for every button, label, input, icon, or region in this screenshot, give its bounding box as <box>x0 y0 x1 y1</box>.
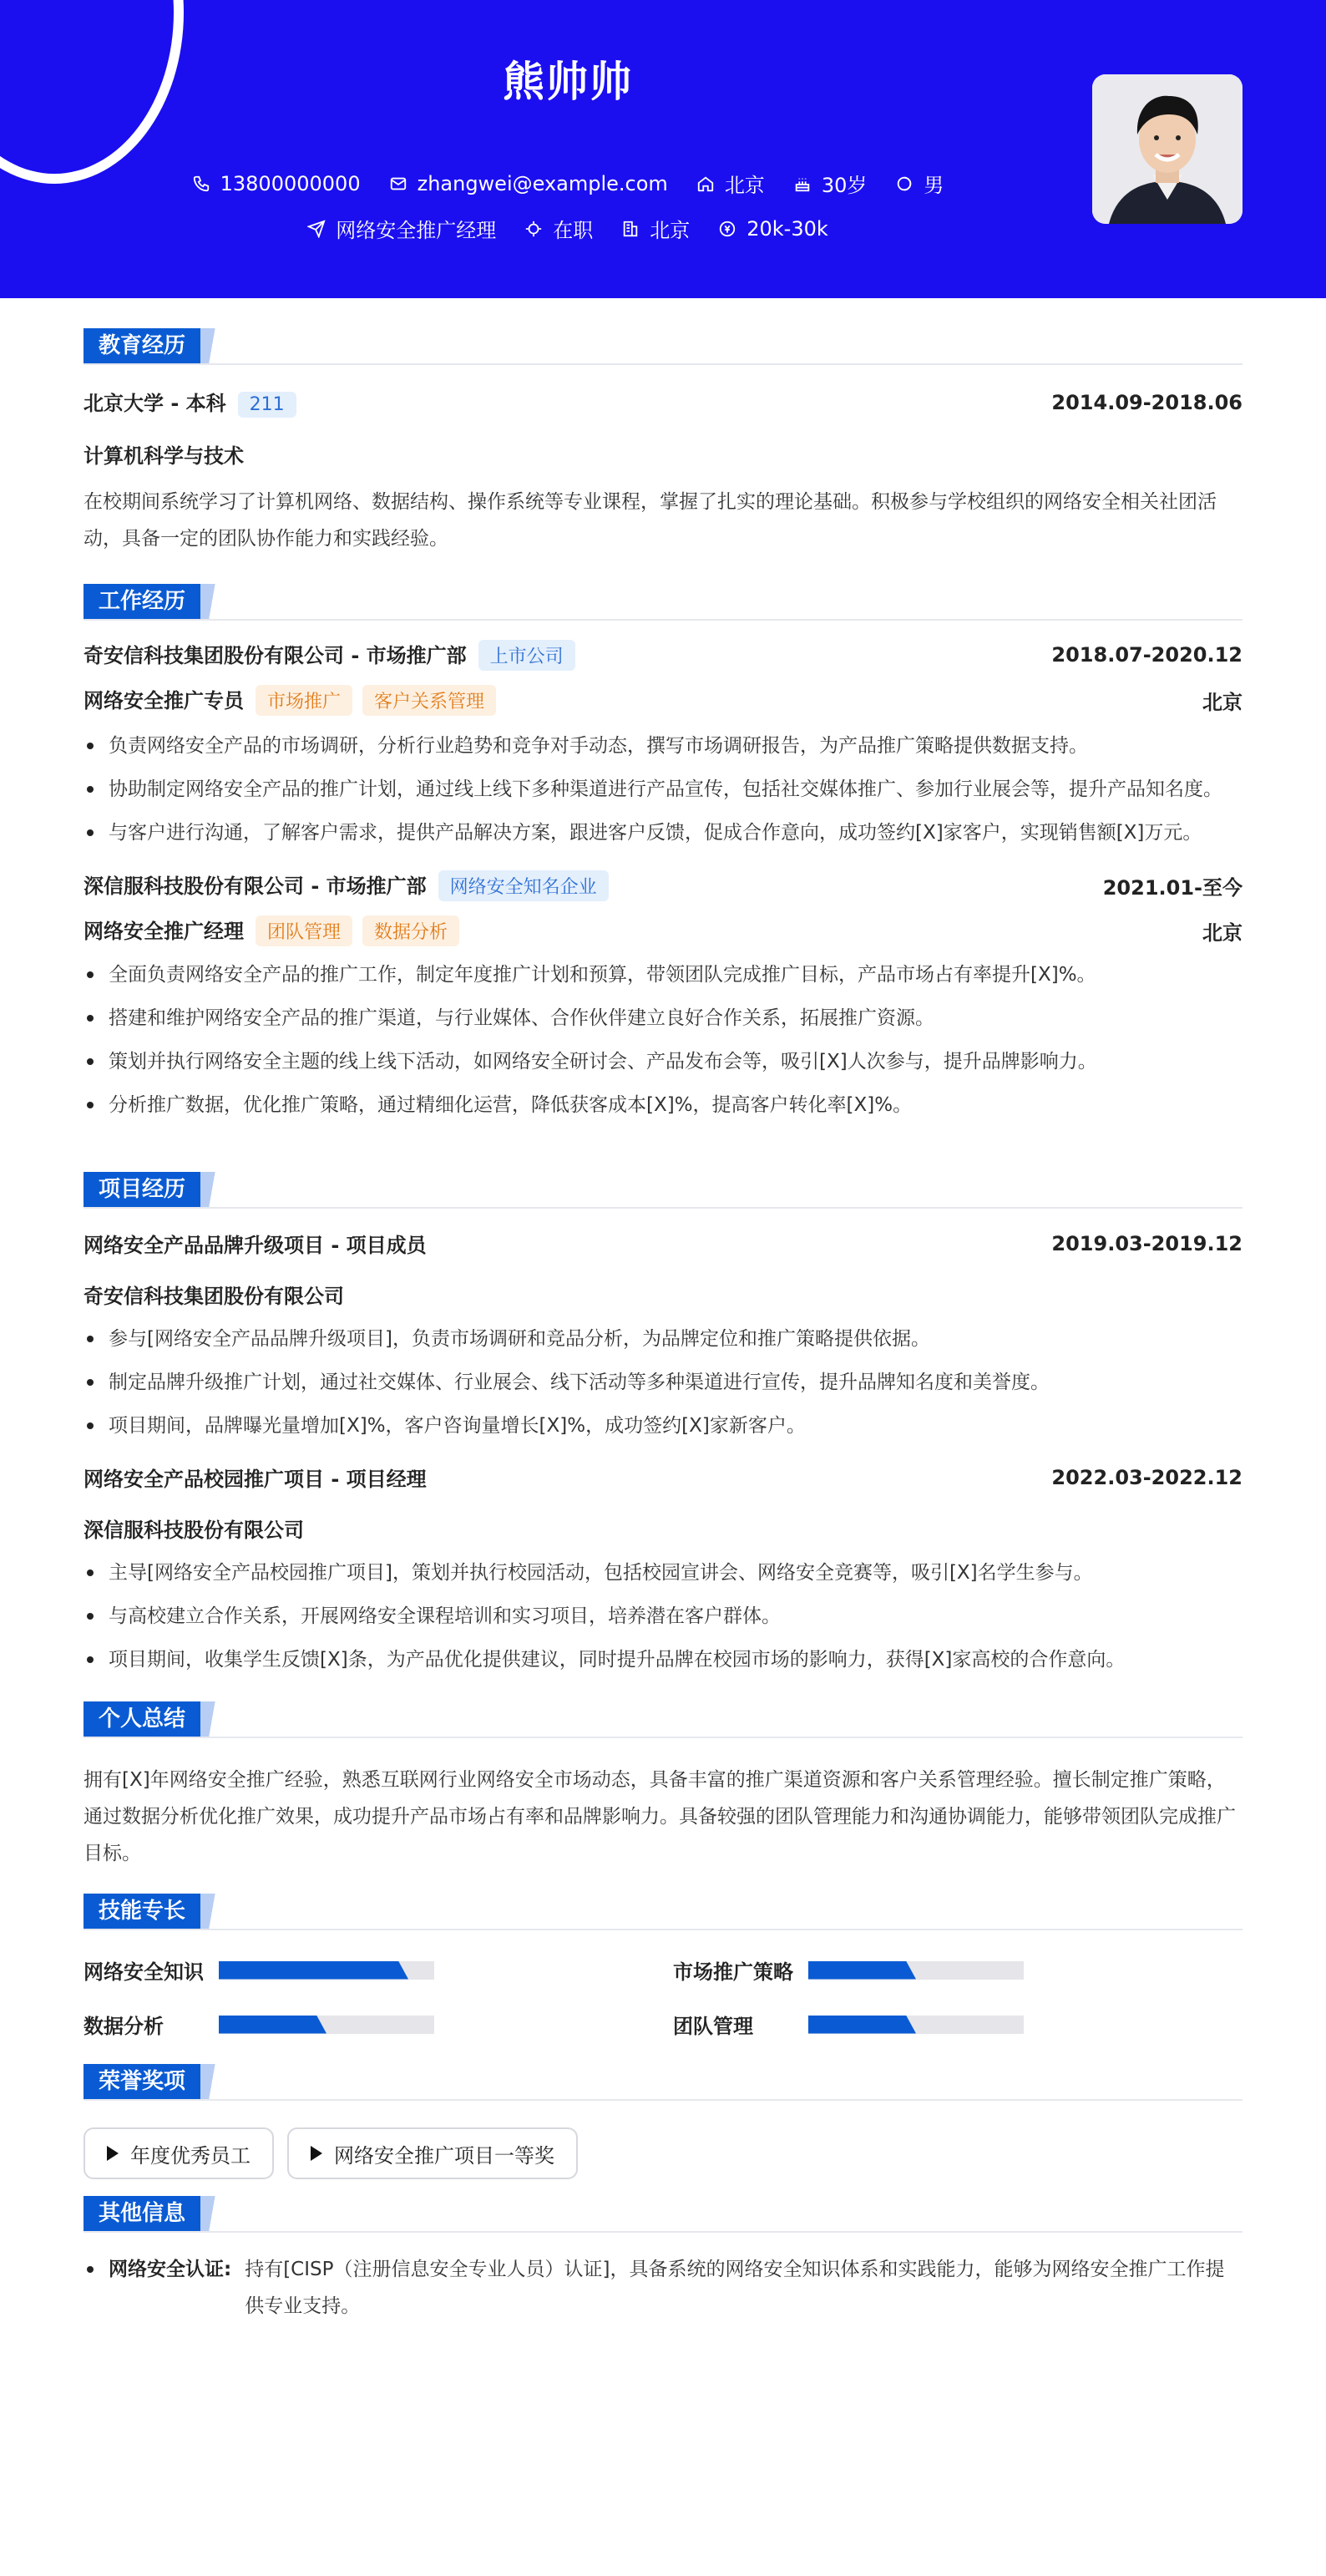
work-item-1 <box>84 639 1242 851</box>
projects-title: 项目经历 <box>84 1172 200 1207</box>
project-item-1 <box>84 1229 1242 1444</box>
project-item-1-period: 2019.03-2019.12 <box>1051 1231 1242 1255</box>
project-item-1-company: 奇安信科技集团股份有限公司 <box>84 1285 344 1308</box>
skill-bar-fill <box>219 1961 408 1980</box>
list-item: 制定品牌升级推广计划，通过社交媒体、行业展会、线下活动等多种渠道进行宣传，提升品牌知名度和美誉度。 <box>84 1364 1242 1401</box>
project-item-1-header <box>84 1229 1242 1258</box>
other-value: 持有[CISP（注册信息安全专业人员）认证]，具备系统的网络安全知识体系和实践能力，能够为网络安全推广工作提供专业支持。 <box>245 2259 1225 2317</box>
other-item <box>84 2251 1242 2325</box>
candidate-name: 熊帅帅 <box>503 58 633 106</box>
work-item-2-tag-2: 数据分析 <box>362 915 459 946</box>
gender-item <box>895 169 944 198</box>
contact-row <box>0 169 1136 198</box>
education-desc: 在校期间系统学习了计算机网络、数据结构、操作系统等专业课程，掌握了扎实的理论基础。积极参与学校组织的网络安全相关社团活动，具备一定的团队协作能力和实践经验。 <box>84 491 1217 550</box>
send-icon <box>307 220 326 238</box>
email-item <box>389 172 668 195</box>
status-item <box>524 214 593 243</box>
project-item-2-bullets <box>84 1554 1242 1678</box>
award-item <box>84 2127 274 2179</box>
work-item-2-role-wrap <box>84 915 459 946</box>
work-item-1-header <box>84 639 1242 671</box>
skill-item <box>84 1955 673 1985</box>
skills-section <box>84 1872 1242 2039</box>
skill-label: 市场推广策略 <box>673 1960 793 1984</box>
work-item-1-period: 2018.07-2020.12 <box>1051 643 1242 667</box>
project-item-2-header <box>84 1463 1242 1492</box>
project-item-2-name: 网络安全产品校园推广项目 - 项目经理 <box>84 1468 427 1491</box>
money-icon <box>718 220 736 238</box>
salary-text: 20k-30k <box>747 216 828 241</box>
resume-content <box>84 298 1242 2325</box>
work-item-2-role: 网络安全推广经理 <box>84 920 244 943</box>
work-section <box>84 557 1242 1123</box>
project-item-2 <box>84 1463 1242 1678</box>
education-school: 北京大学 - 本科 <box>84 392 226 415</box>
skill-bar <box>808 1961 1024 1980</box>
home-icon <box>696 175 715 193</box>
honors-list <box>84 2127 1242 2179</box>
project-item-1-name: 网络安全产品品牌升级项目 - 项目成员 <box>84 1234 427 1257</box>
education-heading <box>84 298 1242 365</box>
phone-text: 13800000000 <box>220 171 361 195</box>
avatar <box>1092 74 1242 224</box>
project-item-1-bullets <box>84 1321 1242 1444</box>
summary-section <box>84 1685 1242 1872</box>
summary-heading <box>84 1685 1242 1738</box>
work-item-2-company-tag: 网络安全知名企业 <box>438 870 609 901</box>
list-item: 与高校建立合作关系，开展网络安全课程培训和实习项目，培养潜在客户群体。 <box>84 1598 1242 1635</box>
summary-text: 拥有[X]年网络安全推广经验，熟悉互联网行业网络安全市场动态，具备丰富的推广渠道资源和客户关系管理经验。擅长制定推广策略，通过数据分析优化推广效果，成功提升产品市场占有率和品牌影响力。具备较强的团队管理能力和沟通协调能力，能够带领团队完成推广目标。 <box>84 1769 1236 1864</box>
education-school-wrap <box>84 387 296 418</box>
work-item-2-location: 北京 <box>1202 920 1242 945</box>
play-icon <box>107 2146 119 2161</box>
work-item-1-company: 奇安信科技集团股份有限公司 - 市场推广部 <box>84 644 467 667</box>
skill-item <box>84 2010 673 2039</box>
education-major: 计算机科学与技术 <box>84 444 244 468</box>
list-item: 策划并执行网络安全主题的线上线下活动，如网络安全研讨会、产品发布会等，吸引[X]人次参与，提升品牌影响力。 <box>84 1043 1242 1080</box>
award-label: 网络安全推广项目一等奖 <box>334 2143 554 2168</box>
skill-bar-fill <box>219 2016 326 2034</box>
skill-bar <box>219 1961 434 1980</box>
work-item-1-company-wrap <box>84 639 575 671</box>
skills-heading <box>84 1872 1242 1930</box>
other-section <box>84 2179 1242 2325</box>
target-city-item <box>621 214 690 243</box>
award-item <box>287 2127 578 2179</box>
mail-icon <box>389 175 407 193</box>
work-item-1-tag-1: 市场推广 <box>256 685 352 716</box>
education-section <box>84 298 1242 557</box>
project-item-2-company: 深信服科技股份有限公司 <box>84 1519 304 1542</box>
education-title: 教育经历 <box>84 328 200 363</box>
play-icon <box>311 2146 322 2161</box>
city-text: 北京 <box>724 174 765 197</box>
summary-title: 个人总结 <box>84 1701 200 1737</box>
project-item-2-period: 2022.03-2022.12 <box>1051 1465 1242 1489</box>
resume-header <box>0 0 1326 298</box>
list-item: 全面负责网络安全产品的推广工作，制定年度推广计划和预算，带领团队完成推广目标，产品市场占有率提升[X]%。 <box>84 956 1242 993</box>
position-item <box>307 214 496 243</box>
list-item: 参与[网络安全产品品牌升级项目]，负责市场调研和竞品分析，为品牌定位和推广策略提供依据。 <box>84 1321 1242 1357</box>
work-item-1-role-wrap <box>84 684 496 716</box>
list-item: 与客户进行沟通，了解客户需求，提供产品解决方案，跟进客户反馈，促成合作意向，成功签约[X]家客户，实现销售额[X]万元。 <box>84 814 1242 851</box>
work-item-1-location: 北京 <box>1202 690 1242 714</box>
education-tag: 211 <box>238 392 296 418</box>
award-label: 年度优秀员工 <box>130 2143 251 2168</box>
gender-icon <box>895 175 914 193</box>
work-item-2-header <box>84 870 1242 901</box>
list-item: 负责网络安全产品的市场调研，分析行业趋势和竞争对手动态，撰写市场调研报告，为产品推广策略提供数据支持。 <box>84 728 1242 764</box>
status-text: 在职 <box>553 219 594 242</box>
job-intent-row <box>0 214 1136 243</box>
work-item-1-bullets <box>84 728 1242 851</box>
work-heading <box>84 557 1242 621</box>
work-item-2-period: 2021.01-至今 <box>1102 875 1242 900</box>
education-period: 2014.09-2018.06 <box>1051 390 1242 414</box>
work-item-2-company: 深信服科技股份有限公司 - 市场推广部 <box>84 875 427 898</box>
other-key: 网络安全认证: <box>84 2251 231 2325</box>
cake-icon <box>793 175 812 193</box>
work-item-1-tag-2: 客户关系管理 <box>362 685 496 716</box>
list-item: 项目期间，收集学生反馈[X]条，为产品优化提供建议，同时提升品牌在校园市场的影响力，获得[X]家高校的合作意向。 <box>84 1641 1242 1678</box>
phone-icon <box>192 175 210 193</box>
honors-heading <box>84 2039 1242 2101</box>
skill-bar <box>219 2016 434 2034</box>
projects-section <box>84 1130 1242 1678</box>
other-title: 其他信息 <box>84 2196 200 2231</box>
other-heading <box>84 2179 1242 2233</box>
position-text: 网络安全推广经理 <box>336 219 497 242</box>
honors-section <box>84 2039 1242 2179</box>
age-text: 30岁 <box>821 174 868 197</box>
skill-item <box>673 1955 1242 1985</box>
salary-item <box>718 217 828 241</box>
list-item: 搭建和维护网络安全产品的推广渠道，与行业媒体、合作伙伴建立良好合作关系，拓展推广资源。 <box>84 1000 1242 1037</box>
honors-title: 荣誉奖项 <box>84 2064 200 2099</box>
skill-label: 网络安全知识 <box>84 1960 204 1984</box>
work-item-2-tag-1: 团队管理 <box>256 915 352 946</box>
work-item-1-company-tag: 上市公司 <box>478 640 575 671</box>
skills-title: 技能专长 <box>84 1894 200 1929</box>
list-item: 主导[网络安全产品校园推广项目]，策划并执行校园活动，包括校园宣讲会、网络安全竞赛等，吸引[X]名学生参与。 <box>84 1554 1242 1591</box>
skill-bar-fill <box>808 2016 916 2034</box>
work-item-2 <box>84 870 1242 1123</box>
list-item: 分析推广数据，优化推广策略，通过精细化运营，降低获客成本[X]%，提高客户转化率[X]%。 <box>84 1087 1242 1123</box>
phone-item <box>192 172 361 195</box>
education-row <box>84 387 1242 418</box>
gender-text: 男 <box>924 174 944 197</box>
work-item-2-company-wrap <box>84 870 609 901</box>
list-item: 项目期间，品牌曝光量增加[X]%，客户咨询量增长[X]%，成功签约[X]家新客户。 <box>84 1407 1242 1444</box>
age-item <box>793 169 868 198</box>
skill-label: 团队管理 <box>673 2015 753 2038</box>
skill-label: 数据分析 <box>84 2015 164 2038</box>
work-item-2-bullets <box>84 956 1242 1123</box>
skill-bar-fill <box>808 1961 916 1980</box>
list-item: 协助制定网络安全产品的推广计划，通过线上线下多种渠道进行产品宣传，包括社交媒体推广、参加行业展会等，提升产品知名度。 <box>84 771 1242 808</box>
city-item <box>696 169 765 198</box>
avatar-portrait-icon <box>1092 74 1242 224</box>
projects-heading <box>84 1130 1242 1209</box>
email-text: zhangwei@example.com <box>417 171 668 195</box>
skills-grid <box>84 1955 1242 2039</box>
work-title: 工作经历 <box>84 584 200 619</box>
work-item-1-role-row <box>84 684 1242 716</box>
building-icon <box>621 220 640 238</box>
target-city-text: 北京 <box>650 219 691 242</box>
work-item-2-role-row <box>84 915 1242 946</box>
skill-bar <box>808 2016 1024 2034</box>
status-icon <box>524 220 543 238</box>
work-item-1-role: 网络安全推广专员 <box>84 689 244 712</box>
skill-item <box>673 2010 1242 2039</box>
